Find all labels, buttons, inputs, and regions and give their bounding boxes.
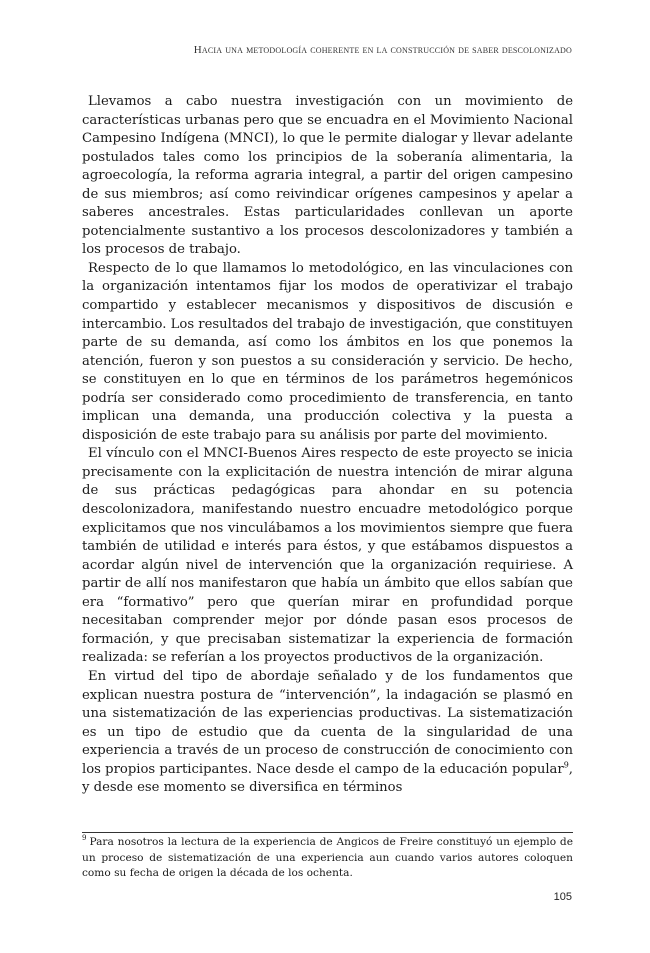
footnote	[82, 835, 573, 882]
paragraph	[82, 668, 573, 798]
paragraph: Respecto de lo que llamamos lo metodológico, en las vinculaciones con la organización intentamos fijar los modos de operativizar el trabajo compartido y establecer mecanismos y dispositivos de discusión e intercambio. Los resultados del trabajo de investigación, que constituyen parte de su demanda, así como los ámbitos en los que ponemos la atención, fueron y son puestos a su consideración y servicio. De hecho, se constituyen en lo que en términos de los parámetros hegemónicos podría ser considerado como procedimiento de transferencia, en tanto implican una demanda, una producción colectiva y la puesta a disposición de este trabajo para su análisis por parte del movimiento.	[82, 260, 574, 443]
running-header: Hacia una metodología coherente en la construcción de saber descolonizado	[193, 44, 572, 56]
paragraph-text: En virtud del tipo de abordaje señalado y de los fundamentos que explican nuestra postura de “intervención”, la indagación se plasmó en una sistematización de las experiencias productivas. La sistematización es un tipo de estudio que da cuenta de la singularidad de una experiencia a través de un proceso de construcción de conocimiento con los propios participantes. Nace desde el campo de la educación popular	[82, 668, 573, 777]
body-text	[82, 93, 573, 798]
page-number: 105	[553, 891, 572, 903]
footnote-reference[interactable]: 9	[563, 760, 569, 770]
footnote-divider	[82, 832, 573, 833]
footnote-mark: 9	[82, 834, 87, 843]
footnote-text: Para nosotros la lectura de la experiencia de Angicos de Freire constituyó un ejemplo de un proceso de sistematización de una experiencia aun cuando varios autores coloquen como su fecha de origen la década de los ochenta.	[82, 836, 573, 879]
paragraph: Llevamos a cabo nuestra investigación con un movimiento de características urbanas pero que se encuadra en el Movimiento Nacional Campesino Indígena (MNCI), lo que le permite dialogar y llevar adelante postulados tales como los principios de la soberanía alimentaria, la agroecología, la reforma agraria integral, a partir del origen campesino de sus miembros; así como reivindicar orígenes campesinos y apelar a saberes ancestrales. Estas particularidades conllevan un aporte potencialmente sustantivo a los procesos descolonizadores y también a los procesos de trabajo.	[82, 94, 573, 258]
paragraph: El vínculo con el MNCI-Buenos Aires respecto de este proyecto se inicia precisamente con la explicitación de nuestra intención de mirar alguna de sus prácticas pedagógicas para ahondar en su potencia descolonizadora, manifestando nuestro encuadre metodológico porque explicitamos que nos vinculábamos a los movimientos siempre que fuera también de utilidad e interés para éstos, y que estábamos dispuestos a acordar algún nivel de intervención que la organización requiriese. A partir de allí nos manifestaron que había un ámbito que ellos sabían que era “formativo” pero que querían mirar en profundidad porque necesitaban comprender mejor por dónde pasan esos procesos de formación, y que precisaban sistematizar la experiencia de formación realizada: se referían a los proyectos productivos de la organización.	[82, 446, 573, 666]
paragraph-text-continued: , y desde ese momento se diversifica en términos	[82, 761, 573, 796]
